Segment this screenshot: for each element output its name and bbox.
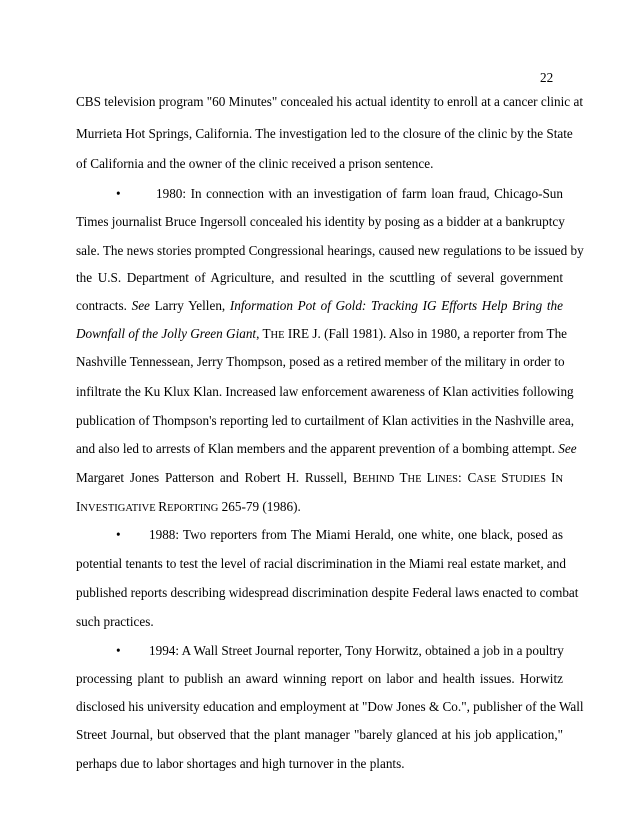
italic-text: Information Pot of Gold: Tracking IG Efforts Help Bring the bbox=[229, 298, 563, 313]
italic-text: See bbox=[131, 298, 150, 313]
text-line: Times journalist Bruce Ingersoll concealed his identity by posing as a bidder at a bankruptcy bbox=[76, 214, 565, 229]
small-caps-text: CASE STUDIES IN bbox=[467, 470, 564, 485]
text-line: potential tenants to test the level of racial discrimination in the Miami real estate market, and bbox=[76, 556, 566, 571]
text-line: infiltrate the Ku Klux Klan. Increased law enforcement awareness of Klan activities following bbox=[76, 384, 574, 399]
text-line: the U.S. Department of Agriculture, and resulted in the scuttling of several government bbox=[76, 270, 563, 285]
text-line: of California and the owner of the clinic received a prison sentence. bbox=[76, 156, 434, 171]
text-line: Downfall of the Jolly Green Giant, THE IRE J. (Fall 1981). Also in 1980, a reporter from The bbox=[76, 326, 568, 341]
text-line: published reports describing widespread discrimination despite Federal laws enacted to combat bbox=[76, 585, 579, 600]
text-line: Murrieta Hot Springs, California. The investigation led to the closure of the clinic by the State bbox=[76, 126, 573, 141]
text-line: sale. The news stories prompted Congressional hearings, caused new regulations to be issued by bbox=[76, 243, 584, 258]
text-line: Street Journal, but observed that the plant manager "barely glanced at his job application," bbox=[76, 727, 563, 742]
text-line: and also led to arrests of Klan members and the apparent prevention of a bombing attempt. See bbox=[76, 441, 577, 456]
text-line: processing plant to publish an award winning report on labor and health issues. Horwitz bbox=[76, 671, 563, 686]
page-number: 22 bbox=[540, 70, 554, 85]
text-line: perhaps due to labor shortages and high turnover in the plants. bbox=[76, 756, 405, 771]
italic-text: See bbox=[558, 441, 577, 456]
text-line: disclosed his university education and employment at "Dow Jones & Co.", publisher of the Wall bbox=[76, 699, 584, 714]
bullet-marker: • bbox=[116, 186, 121, 201]
text-line: Margaret Jones Patterson and Robert H. Russell, BEHIND THE LINES: CASE STUDIES IN bbox=[76, 470, 564, 485]
text-line: Nashville Tennessean, Jerry Thompson, posed as a retired member of the military in order to bbox=[76, 354, 565, 369]
text-line: such practices. bbox=[76, 614, 154, 629]
bullet-marker: • bbox=[116, 527, 121, 542]
text-line: 1988: Two reporters from The Miami Herald, one white, one black, posed as bbox=[149, 527, 563, 542]
text-line: CBS television program "60 Minutes" concealed his actual identity to enroll at a cancer clinic at bbox=[76, 94, 583, 109]
small-caps-text: INVESTIGATIVE REPORTING bbox=[76, 499, 219, 514]
text-line: INVESTIGATIVE REPORTING 265-79 (1986). bbox=[76, 499, 301, 514]
small-caps-text: THE bbox=[262, 326, 285, 341]
small-caps-text: BEHIND THE LINES bbox=[352, 470, 459, 485]
text-line: 1980: In connection with an investigation of farm loan fraud, Chicago-Sun bbox=[156, 186, 563, 201]
text-line: contracts. See Larry Yellen, Information Pot of Gold: Tracking IG Efforts Help Bring the bbox=[76, 298, 563, 313]
text-line: 1994: A Wall Street Journal reporter, Tony Horwitz, obtained a job in a poultry bbox=[149, 643, 564, 658]
italic-text: Downfall of the Jolly Green Giant bbox=[76, 326, 257, 341]
bullet-marker: • bbox=[116, 643, 121, 658]
text-line: publication of Thompson's reporting led to curtailment of Klan activities in the Nashville area, bbox=[76, 413, 575, 428]
